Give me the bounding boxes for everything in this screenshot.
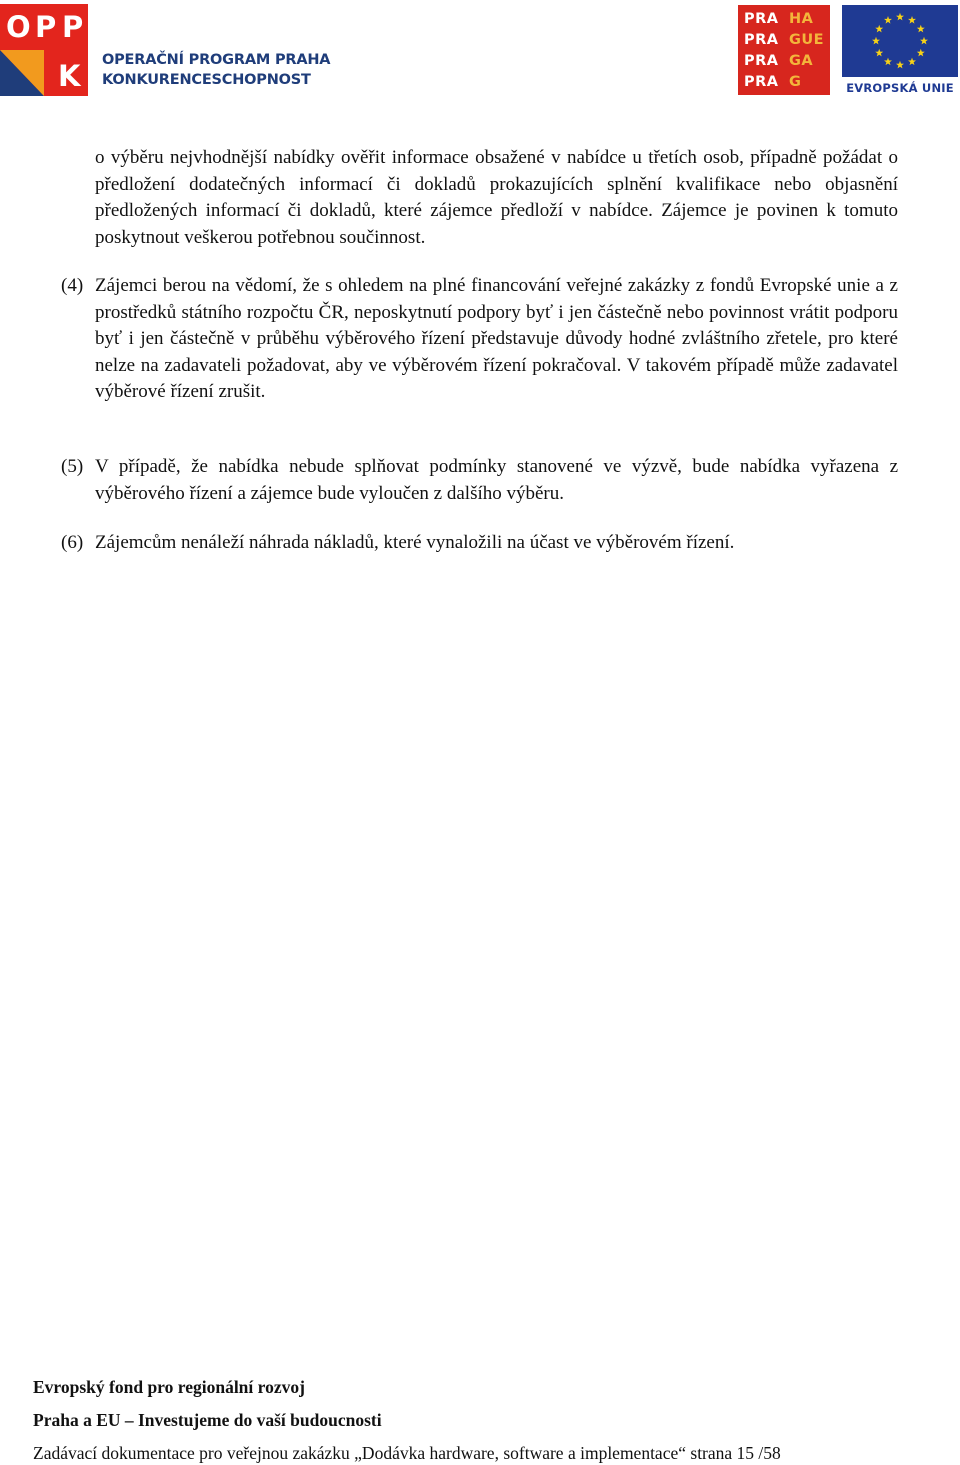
eu-star-icon [917, 25, 925, 33]
eu-star-icon [884, 16, 892, 24]
footer-slogan: Praha a EU – Investujeme do vaší budoucnosti [33, 1410, 382, 1430]
opp-logo-line2: KONKURENCESCHOPNOST [102, 72, 311, 88]
praha-logo-r2-a: PRA [744, 32, 779, 48]
praha-logo-r2-b: GUE [789, 32, 825, 48]
item-number-4: (4) [61, 275, 84, 296]
opp-letter-p2: P [62, 10, 84, 44]
eu-star-icon [884, 58, 892, 66]
item-number-5: (5) [61, 456, 84, 477]
footer-fund: Evropský fond pro regionální rozvoj [33, 1377, 305, 1397]
eu-star-icon [875, 25, 883, 33]
eu-logo [842, 5, 958, 95]
opp-letter-p1: P [35, 10, 57, 44]
eu-logo-label: EVROPSKÁ UNIE [846, 81, 954, 95]
opp-logo [0, 4, 330, 96]
praha-logo-r1-a: PRA [744, 11, 779, 27]
eu-star-icon [908, 16, 916, 24]
eu-star-icon [917, 49, 925, 57]
eu-star-icon [896, 13, 904, 21]
eu-star-icon [908, 58, 916, 66]
praha-logo-r4-b: G [789, 74, 802, 90]
praha-logo-r3-b: GA [789, 53, 814, 69]
eu-flag-icon [842, 5, 958, 77]
opp-letter-k: K [58, 59, 81, 93]
opp-logo-line1: OPERAČNÍ PROGRAM PRAHA [102, 52, 331, 68]
item-number-6: (6) [61, 532, 84, 553]
item-text-6: Zájemcům nenáleží náhrada nákladů, které vynaložili na účast ve výběrovém řízení. [95, 532, 735, 553]
eu-star-icon [875, 49, 883, 57]
praha-logo-r1-b: HA [789, 11, 814, 27]
eu-stars-graphic [842, 5, 958, 77]
opp-logo-mark [0, 4, 88, 96]
footer-page-info: Zadávací dokumentace pro veřejnou zakázku „Dodávka hardware, software a implementace“ strana 15 /58 [33, 1443, 781, 1463]
opp-letter-o: O [6, 10, 31, 44]
eu-star-icon [872, 37, 880, 45]
item-text-5: V případě, že nabídka nebude splňovat podmínky stanovené ve výzvě, bude nabídka vyřazena z výběrového řízení a zájemce bude vyloučen z dalšího výběru. [95, 456, 898, 504]
item-text-4: Zájemci berou na vědomí, že s ohledem na plné financování veřejné zakázky z fondů Evropské unie a z prostředků státního rozpočtu ČR, neposkytnutí podpory byť i jen částečně nebo povinnost vrátit podporu byť i jen částečně v průběhu výběrového řízení představuje důvody hodné zvláštního zřetele, pro které nelze na zadavateli požadovat, aby ve výběrovém řízení pokračoval. V takovém případě může zadavatel výběrové řízení zrušit. [95, 275, 898, 402]
praha-logo [738, 5, 830, 95]
praha-logo-r3-a: PRA [744, 53, 779, 69]
praha-logo-r4-a: PRA [744, 74, 779, 90]
eu-star-icon [896, 61, 904, 69]
eu-star-icon [920, 37, 928, 45]
paragraph-continued: o výběru nejvhodnější nabídky ověřit informace obsažené v nabídce u třetích osob, případně požádat o předložení dodatečných informací či dokladů prokazujících splnění kvalifikace nebo objasnění předložených informací či dokladů, které zájemce předloží v nabídce. Zájemce je povinen k tomuto poskytnout veškerou potřebnou součinnost. [95, 147, 898, 248]
